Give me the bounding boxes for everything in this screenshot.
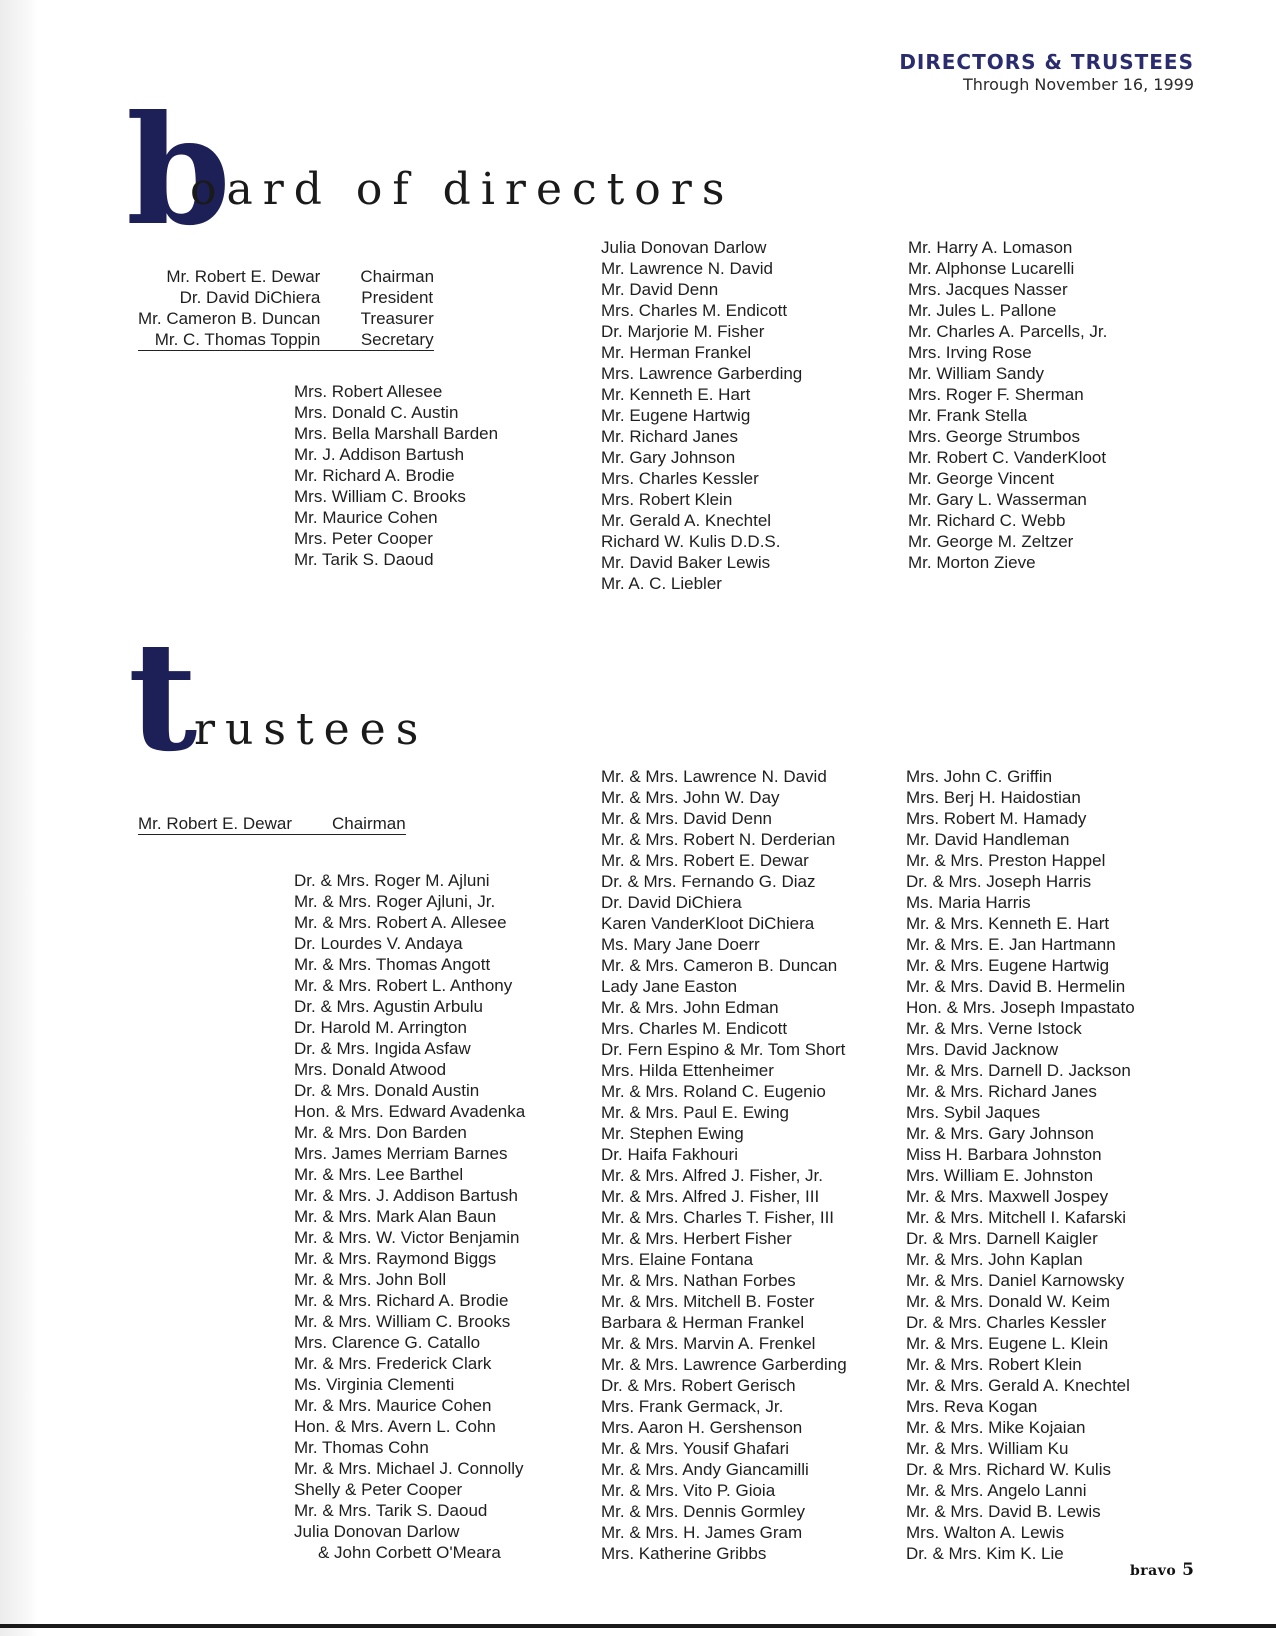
board-heading: oard of directors (190, 164, 735, 215)
officer-row (138, 266, 434, 287)
list-item: Mr. & Mrs. Alfred J. Fisher, III (601, 1187, 820, 1206)
list-item: Mrs. Irving Rose (908, 343, 1032, 362)
list-item: Barbara & Herman Frankel (601, 1313, 805, 1332)
list-item: Mr. & Mrs. Preston Happel (906, 851, 1106, 870)
trustees-list-col3 (906, 766, 1135, 1564)
list-item: Dr. Marjorie M. Fisher (601, 322, 765, 341)
list-item: Mr. & Mrs. David Denn (601, 809, 772, 828)
list-item: Mr. & Mrs. Richard A. Brodie (294, 1291, 509, 1310)
list-item: Karen VanderKloot DiChiera (601, 914, 815, 933)
list-item: Hon. & Mrs. Avern L. Cohn (294, 1417, 496, 1436)
bottom-rule (0, 1624, 1276, 1628)
list-item: Dr. & Mrs. Charles Kessler (906, 1313, 1107, 1332)
list-item: Mrs. Donald Atwood (294, 1060, 447, 1079)
list-item: Mr. & Mrs. J. Addison Bartush (294, 1186, 518, 1205)
officer-role: Treasurer (360, 309, 434, 328)
list-item: Mr. Stephen Ewing (601, 1124, 744, 1143)
list-item: Mr. & Mrs. Maurice Cohen (294, 1396, 492, 1415)
trustees-heading: rustees (194, 704, 429, 755)
list-item: Mr. & Mrs. Mark Alan Baun (294, 1207, 497, 1226)
list-item: Mr. & Mrs. John Boll (294, 1270, 447, 1289)
list-item: Mrs. Robert M. Hamady (906, 809, 1087, 828)
list-item: Mrs. Katherine Gribbs (601, 1544, 767, 1563)
list-item: Mrs. Jacques Nasser (908, 280, 1068, 299)
list-item: Julia Donovan Darlow (601, 238, 767, 257)
list-item: Mr. David Handleman (906, 830, 1070, 849)
list-item: Mr. & Mrs. David B. Hermelin (906, 977, 1126, 996)
list-item: Mr. & Mrs. Eugene Hartwig (906, 956, 1110, 975)
list-item: Mr. Charles A. Parcells, Jr. (908, 322, 1108, 341)
list-item: Mr. & Mrs. Roger Ajluni, Jr. (294, 892, 496, 911)
list-item: Mr. & Mrs. H. James Gram (601, 1523, 803, 1542)
list-item: Mr. & Mrs. William Ku (906, 1439, 1069, 1458)
list-item: Mrs. Elaine Fontana (601, 1250, 754, 1269)
list-item: Mr. & Mrs. Frederick Clark (294, 1354, 492, 1373)
list-item: Mr. & Mrs. Paul E. Ewing (601, 1103, 789, 1122)
list-item: Mrs. Frank Germack, Jr. (601, 1397, 784, 1416)
list-item: Lady Jane Easton (601, 977, 738, 996)
list-item: Mr. & Mrs. Lee Barthel (294, 1165, 464, 1184)
list-item: Mr. & Mrs. Verne Istock (906, 1019, 1082, 1038)
list-item: Mr. & Mrs. Michael J. Connolly (294, 1459, 524, 1478)
list-item: Mr. Jules L. Pallone (908, 301, 1057, 320)
list-item: Mrs. Roger F. Sherman (908, 385, 1084, 404)
officer-name: Mr. Robert E. Dewar (166, 267, 321, 286)
list-item: Mr. & Mrs. Charles T. Fisher, III (601, 1208, 835, 1227)
list-item: Mr. & Mrs. Robert N. Derderian (601, 830, 836, 849)
officer-role: Chairman (332, 814, 406, 833)
section-title: DIRECTORS & TRUSTEES (899, 50, 1194, 74)
list-item: Mr. & Mrs. Robert L. Anthony (294, 976, 513, 995)
trustees-list-col2 (601, 766, 847, 1564)
list-item: Dr. Fern Espino & Mr. Tom Short (601, 1040, 846, 1059)
list-item: Mr. Kenneth E. Hart (601, 385, 751, 404)
list-item: Mr. & Mrs. Don Barden (294, 1123, 467, 1142)
list-item: Mrs. Charles Kessler (601, 469, 759, 488)
list-item: Mr. & Mrs. Robert Klein (906, 1355, 1082, 1374)
list-item: Mr. Robert C. VanderKloot (908, 448, 1107, 467)
list-item: Richard W. Kulis D.D.S. (601, 532, 781, 551)
list-item: Mr. & Mrs. Robert E. Dewar (601, 851, 809, 870)
list-item: Mrs. David Jacknow (906, 1040, 1059, 1059)
officer-name: Mr. Cameron B. Duncan (138, 309, 321, 328)
list-item: Mr. & Mrs. Nathan Forbes (601, 1271, 796, 1290)
list-item: Mr. Morton Zieve (908, 553, 1036, 572)
officer-name: Mr. Robert E. Dewar (138, 813, 332, 835)
list-item: Mr. Richard C. Webb (908, 511, 1066, 530)
list-item: Mr. Frank Stella (908, 406, 1028, 425)
trustees-officers-table (138, 813, 406, 835)
list-item: Mrs. Robert Allesee (294, 382, 443, 401)
list-item: Mr. Richard Janes (601, 427, 738, 446)
list-item: Mr. Tarik S. Daoud (294, 550, 434, 569)
board-list-col1 (294, 381, 498, 570)
list-item: Dr. David DiChiera (601, 893, 742, 912)
list-item: Mrs. Charles M. Endicott (601, 1019, 788, 1038)
list-item: Mr. Lawrence N. David (601, 259, 773, 278)
board-officers-table (138, 266, 434, 351)
section-date: Through November 16, 1999 (962, 75, 1194, 94)
list-item: Mrs. William E. Johnston (906, 1166, 1094, 1185)
list-item: Mr. & Mrs. Donald W. Keim (906, 1292, 1111, 1311)
list-item: Mrs. Walton A. Lewis (906, 1523, 1065, 1542)
list-item: Mr. Thomas Cohn (294, 1438, 429, 1457)
list-item: Mr. David Baker Lewis (601, 553, 771, 572)
list-item: Dr. Haifa Fakhouri (601, 1145, 738, 1164)
list-item: & John Corbett O'Meara (318, 1543, 501, 1562)
list-item: Mrs. Berj H. Haidostian (906, 788, 1081, 807)
list-item: Mr. & Mrs. John Edman (601, 998, 779, 1017)
list-item: Mr. A. C. Liebler (601, 574, 722, 593)
list-item: Mr. & Mrs. Darnell D. Jackson (906, 1061, 1131, 1080)
list-item: Mrs. Robert Klein (601, 490, 733, 509)
list-item: Shelly & Peter Cooper (294, 1480, 463, 1499)
list-item: Ms. Mary Jane Doerr (601, 935, 760, 954)
officer-row (138, 329, 434, 351)
list-item: Mr. & Mrs. E. Jan Hartmann (906, 935, 1116, 954)
board-initial-letter: b (126, 83, 231, 259)
officer-role: Secretary (360, 330, 434, 349)
list-item: Mrs. William C. Brooks (294, 487, 466, 506)
list-item: Mr. & Mrs. Mitchell I. Kafarski (906, 1208, 1127, 1227)
list-item: Mr. Herman Frankel (601, 343, 752, 362)
list-item: Dr. Lourdes V. Andaya (294, 934, 463, 953)
trustees-initial-letter: t (128, 609, 198, 785)
list-item: Mrs. Charles M. Endicott (601, 301, 788, 320)
list-item: Mr. & Mrs. William C. Brooks (294, 1312, 511, 1331)
list-item: Mr. & Mrs. Eugene L. Klein (906, 1334, 1109, 1353)
list-item: Mr. & Mrs. Raymond Biggs (294, 1249, 497, 1268)
list-item: Mr. Gerald A. Knechtel (601, 511, 772, 530)
list-item: Mr. & Mrs. Kenneth E. Hart (906, 914, 1110, 933)
list-item: Dr. & Mrs. Roger M. Ajluni (294, 871, 490, 890)
officer-role: President (361, 288, 434, 307)
list-item: Mr. & Mrs. Mitchell B. Foster (601, 1292, 815, 1311)
list-item: Mr. & Mrs. Herbert Fisher (601, 1229, 792, 1248)
list-item: Dr. & Mrs. Robert Gerisch (601, 1376, 796, 1395)
list-item: Mrs. Clarence G. Catallo (294, 1333, 481, 1352)
officer-name: Dr. David DiChiera (179, 288, 321, 307)
list-item: Dr. & Mrs. Darnell Kaigler (906, 1229, 1098, 1248)
list-item: Dr. Harold M. Arrington (294, 1018, 467, 1037)
page-number: 5 (1182, 1560, 1194, 1580)
officer-row (138, 308, 434, 329)
list-item: Mr. & Mrs. Gary Johnson (906, 1124, 1094, 1143)
list-item: Mrs. Hilda Ettenheimer (601, 1061, 774, 1080)
list-item: Mr. Gary L. Wasserman (908, 490, 1087, 509)
list-item: Mr. & Mrs. Roland C. Eugenio (601, 1082, 826, 1101)
list-item: Mr. Richard A. Brodie (294, 466, 455, 485)
list-item: Mr. Gary Johnson (601, 448, 736, 467)
list-item: Dr. & Mrs. Joseph Harris (906, 872, 1092, 891)
list-item: Mrs. Sybil Jaques (906, 1103, 1041, 1122)
list-item: Mr. & Mrs. John W. Day (601, 788, 780, 807)
list-item: Mr. & Mrs. Vito P. Gioia (601, 1481, 776, 1500)
list-item: Hon. & Mrs. Edward Avadenka (294, 1102, 526, 1121)
list-item: Dr. & Mrs. Ingida Asfaw (294, 1039, 471, 1058)
list-item: Mr. Eugene Hartwig (601, 406, 751, 425)
list-item: Mr. & Mrs. Thomas Angott (294, 955, 491, 974)
list-item: Miss H. Barbara Johnston (906, 1145, 1102, 1164)
list-item: Dr. & Mrs. Agustin Arbulu (294, 997, 483, 1016)
list-item: Mr. & Mrs. Cameron B. Duncan (601, 956, 838, 975)
list-item: Mrs. John C. Griffin (906, 767, 1053, 786)
list-item: Mrs. Bella Marshall Barden (294, 424, 499, 443)
list-item: Mr. William Sandy (908, 364, 1045, 383)
list-item: Mr. & Mrs. Robert A. Allesee (294, 913, 507, 932)
list-item: Mrs. Peter Cooper (294, 529, 433, 548)
officer-row (138, 287, 434, 308)
list-item: Mr. & Mrs. David B. Lewis (906, 1502, 1101, 1521)
list-item: Mr. Alphonse Lucarelli (908, 259, 1075, 278)
list-item: Mr. & Mrs. Angelo Lanni (906, 1481, 1087, 1500)
list-item: Dr. & Mrs. Donald Austin (294, 1081, 480, 1100)
list-item: Mr. & Mrs. Mike Kojaian (906, 1418, 1086, 1437)
list-item: Mrs. Donald C. Austin (294, 403, 459, 422)
list-item: Mrs. Aaron H. Gershenson (601, 1418, 803, 1437)
list-item: Dr. & Mrs. Kim K. Lie (906, 1544, 1064, 1563)
trustees-list-col1 (294, 870, 525, 1563)
list-item: Mr. & Mrs. Dennis Gormley (601, 1502, 806, 1521)
list-item: Mrs. Reva Kogan (906, 1397, 1038, 1416)
list-item: Mr. & Mrs. Tarik S. Daoud (294, 1501, 488, 1520)
list-item: Ms. Maria Harris (906, 893, 1031, 912)
list-item: Mrs. Lawrence Garberding (601, 364, 803, 383)
list-item: Mr. Harry A. Lomason (908, 238, 1073, 257)
list-item: Mr. George Vincent (908, 469, 1055, 488)
page-header (899, 50, 1194, 96)
page-folio (1130, 1560, 1194, 1580)
list-item: Hon. & Mrs. Joseph Impastato (906, 998, 1135, 1017)
board-list-col3 (908, 237, 1107, 573)
list-item: Mr. & Mrs. Richard Janes (906, 1082, 1097, 1101)
list-item: Mr. & Mrs. Lawrence N. David (601, 767, 827, 786)
list-item: Mrs. James Merriam Barnes (294, 1144, 508, 1163)
list-item: Mr. & Mrs. Andy Giancamilli (601, 1460, 809, 1479)
list-item: Julia Donovan Darlow (294, 1522, 460, 1541)
list-item: Dr. & Mrs. Richard W. Kulis (906, 1460, 1111, 1479)
list-item: Mr. & Mrs. Alfred J. Fisher, Jr. (601, 1166, 823, 1185)
list-item: Dr. & Mrs. Fernando G. Diaz (601, 872, 816, 891)
list-item: Mr. & Mrs. John Kaplan (906, 1250, 1083, 1269)
list-item: Mr. & Mrs. W. Victor Benjamin (294, 1228, 520, 1247)
list-item: Mr. & Mrs. Marvin A. Frenkel (601, 1334, 816, 1353)
list-item: Mr. & Mrs. Daniel Karnowsky (906, 1271, 1125, 1290)
list-item: Mr. George M. Zeltzer (908, 532, 1074, 551)
officer-role: Chairman (360, 267, 435, 286)
list-item: Ms. Virginia Clementi (294, 1375, 455, 1394)
list-item: Mr. Maurice Cohen (294, 508, 438, 527)
list-item: Mr. & Mrs. Gerald A. Knechtel (906, 1376, 1130, 1395)
list-item: Mr. & Mrs. Lawrence Garberding (601, 1355, 847, 1374)
list-item: Mr. & Mrs. Maxwell Jospey (906, 1187, 1109, 1206)
list-item: Mrs. George Strumbos (908, 427, 1080, 446)
list-item: Mr. & Mrs. Yousif Ghafari (601, 1439, 790, 1458)
officer-row (138, 813, 406, 835)
board-list-col2 (601, 237, 802, 594)
page-edge-shadow (0, 0, 38, 1636)
list-item: Mr. David Denn (601, 280, 719, 299)
officer-name: Mr. C. Thomas Toppin (138, 329, 360, 351)
list-item: Mr. J. Addison Bartush (294, 445, 465, 464)
magazine-name: bravo (1130, 1563, 1177, 1579)
